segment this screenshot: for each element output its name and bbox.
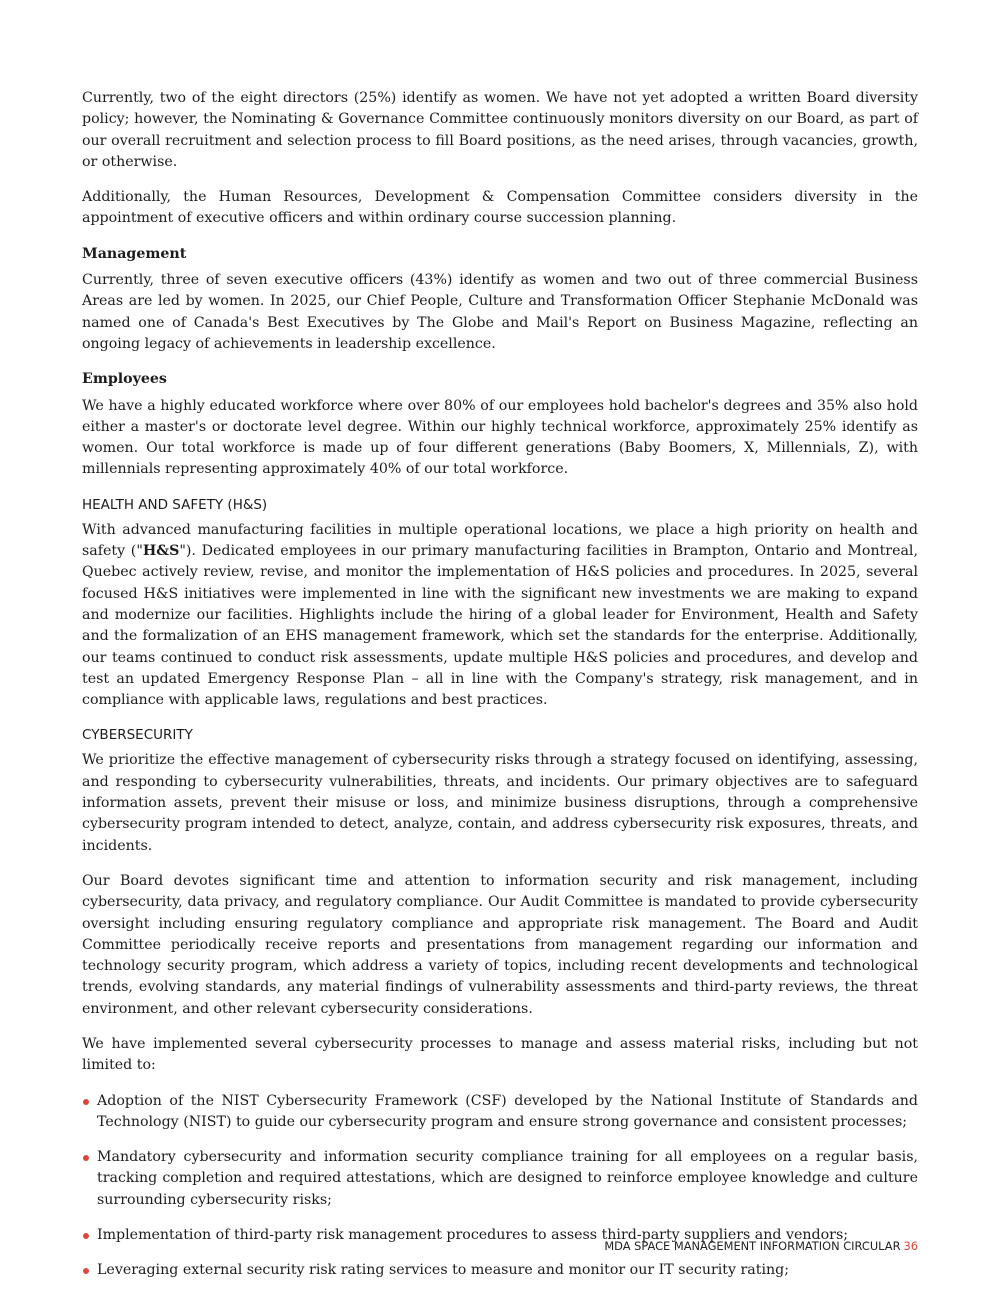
bullet-icon <box>83 1155 89 1161</box>
page-number: 36 <box>903 1239 918 1253</box>
document-page <box>82 88 918 1296</box>
bullet-icon <box>83 1233 89 1239</box>
bullet-icon <box>83 1099 89 1105</box>
list-item <box>82 1260 918 1281</box>
paragraph-cyber-processes: We have implemented several cybersecurity processes to manage and assess material risks, including but not limited to: <box>82 1035 918 1074</box>
paragraph-cyber-strategy: We prioritize the effective management of cybersecurity risks through a strategy focused on identifying, assessing, and responding to cybersecurity vulnerabilities, threats, and incidents. Our primary objectives are to safeguard information assets, prevent their misuse or loss, and minimize business disruptions, through a comprehensive cybersecurity program intended to detect, analyze, contain, and address cybersecurity risk exposures, threats, and incidents. <box>82 752 918 854</box>
page-footer <box>604 1239 918 1253</box>
list-item-text: Adoption of the NIST Cybersecurity Framework (CSF) developed by the National Institute of Standards and Technology (NIST) to guide our cybersecurity program and ensure strong governance and consistent processes; <box>97 1092 918 1130</box>
bullet-icon <box>83 1268 89 1274</box>
paragraph-board-diversity: Currently, two of the eight directors (25%) identify as women. We have not yet adopted a written Board diversity policy; however, the Nominating & Governance Committee continuously monitors diversity on our Board, as part of our overall recruitment and selection process to fill Board positions, as the need arises, through vacancies, growth, or otherwise. <box>82 90 918 170</box>
hs-text-before: With advanced manufacturing facilities in multiple operational locations, we place a high priority on health and safety (" <box>82 521 918 560</box>
paragraph-health-safety <box>82 520 918 712</box>
heading-employees: Employees <box>82 371 167 388</box>
heading-cybersecurity: CYBERSECURITY <box>82 727 193 744</box>
list-item-text: Implementation of third-party risk management procedures to assess third-party suppliers and vendors; <box>97 1227 849 1244</box>
paragraph-hr-committee: Additionally, the Human Resources, Development & Compensation Committee considers diversity in the appointment of executive officers and within ordinary course succession planning. <box>82 189 918 227</box>
list-item-text: Mandatory cybersecurity and information security compliance training for all employees on a regular basis, tracking completion and required attestations, which are designed to reinforce employee knowledge and culture surrounding cybersecurity risks; <box>97 1149 918 1208</box>
hs-defined-term: H&S <box>142 543 180 560</box>
list-item <box>82 1091 918 1134</box>
heading-management: Management <box>82 245 187 262</box>
hs-text-after: "). Dedicated employees in our primary manufacturing facilities in Brampton, Ontario and Montreal, Quebec actively review, revise, and monitor the implementation of H&S policies and procedures. In 2025, several focused H&S initiatives were implemented in line with the significant new investments we are making to expand and modernize our facilities. Highlights include the hiring of a global leader for Environment, Health and Safety and the formalization of an EHS management framework, which set the standards for the enterprise. Additionally, our teams continued to conduct risk assessments, update multiple H&S policies and procedures, and develop and test an updated Emergency Response Plan – all in line with the Company's strategy, risk management, and in compliance with applicable laws, regulations and best practices. <box>82 543 918 709</box>
heading-health-safety: HEALTH AND SAFETY (H&S) <box>82 496 268 513</box>
footer-label: MDA SPACE MANAGEMENT INFORMATION CIRCULAR <box>604 1239 901 1253</box>
paragraph-cyber-board: Our Board devotes significant time and attention to information security and risk management, including cybersecurity, data privacy, and regulatory compliance. Our Audit Committee is mandated to provide cybersecurity oversight including ensuring regulatory compliance and appropriate risk management. The Board and Audit Committee periodically receive reports and presentations from management regarding our information and technology security program, which address a variety of topics, including recent developments and technological trends, evolving standards, any material findings of vulnerability assessments and third-party reviews, the threat environment, and other relevant cybersecurity considerations. <box>82 872 918 1017</box>
list-item <box>82 1147 918 1211</box>
paragraph-employees: We have a highly educated workforce where over 80% of our employees hold bachelor's degrees and 35% also hold either a master's or doctorate level degree. Within our highly technical workforce, approximately 25% identify as women. Our total workforce is made up of four different generations (Baby Boomers, X, Millennials, Z), with millennials representing approximately 40% of our total workforce. <box>82 397 918 478</box>
list-item-text: Leveraging external security risk rating services to measure and monitor our IT security rating; <box>97 1262 789 1279</box>
paragraph-management: Currently, three of seven executive officers (43%) identify as women and two out of three commercial Business Areas are led by women. In 2025, our Chief People, Culture and Transformation Officer Stephanie McDonald was named one of Canada's Best Executives by The Globe and Mail's Report on Business Magazine, reflecting an ongoing legacy of achievements in leadership excellence. <box>82 272 918 352</box>
